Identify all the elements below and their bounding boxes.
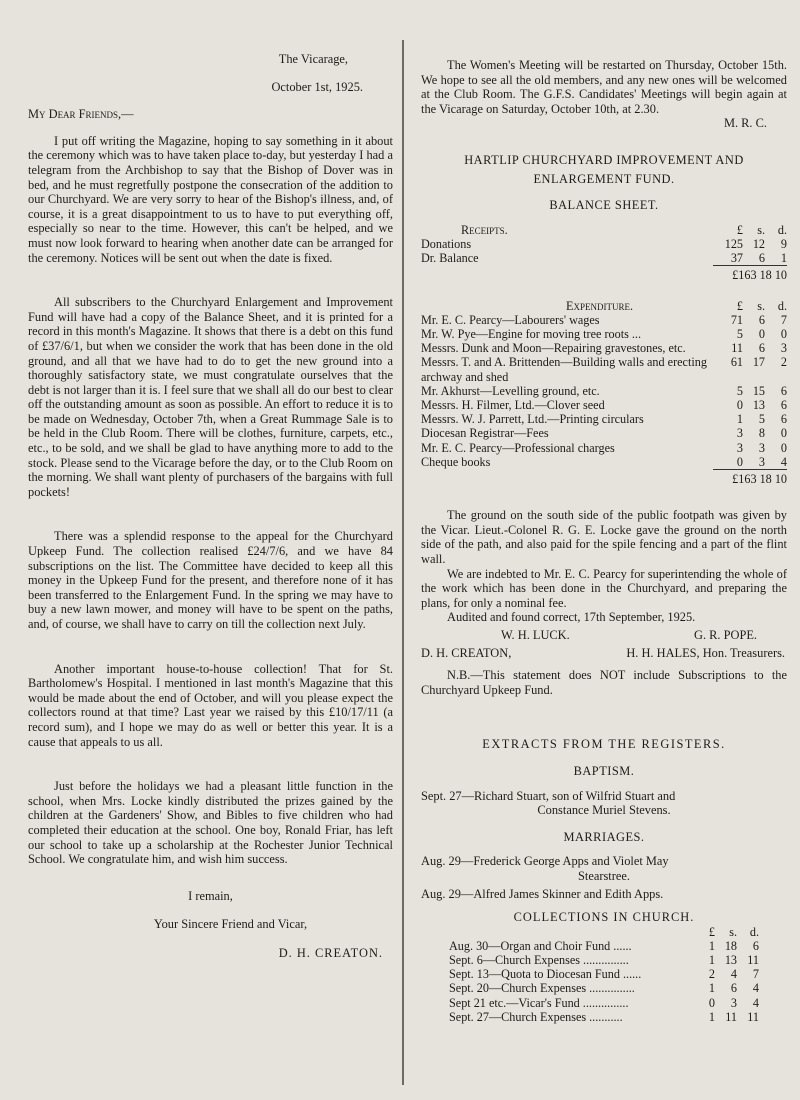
amount-pounds: 125	[724, 236, 743, 251]
col-shillings: s.	[757, 222, 765, 237]
salutation: My Dear Friends,—	[28, 107, 134, 122]
amount-pounds: 3	[736, 426, 743, 441]
baptism-title: BAPTISM.	[573, 763, 635, 778]
amount-pence: 4	[752, 995, 759, 1010]
collection-row	[449, 996, 759, 1010]
col-pence: d.	[777, 298, 787, 313]
collection-row	[449, 1010, 759, 1024]
item: Donations	[421, 236, 472, 251]
marriage-entry: Aug. 29—Frederick George Apps and Violet May	[421, 854, 669, 869]
amount-pence: 0	[780, 426, 787, 441]
auditor-pope: G. R. POPE.	[694, 627, 757, 642]
amount-pounds: 0	[736, 454, 743, 469]
col-pence: d.	[749, 924, 759, 939]
item: Sept. 20—Church Expenses ...............	[449, 981, 635, 996]
amount-pence: 11	[747, 953, 759, 968]
amount-shillings: 6	[758, 251, 765, 266]
amount-shillings: 13	[724, 953, 737, 968]
expenditure-row	[421, 455, 787, 470]
amount-shillings: 18	[724, 938, 737, 953]
amount-pounds: 5	[736, 326, 743, 341]
auditors	[421, 625, 787, 646]
col-shillings: s.	[757, 298, 765, 313]
amount-shillings: 13	[752, 397, 765, 412]
baptism-entry-cont: Constance Muriel Stevens.	[537, 803, 671, 818]
amount-pence: 7	[780, 312, 787, 327]
expenditure-row	[421, 341, 787, 355]
item: Messrs. W. J. Parrett, Ltd.—Printing circulars	[421, 412, 644, 427]
amount-shillings: 3	[758, 440, 765, 455]
amount-pence: 6	[752, 938, 759, 953]
paragraph-upkeep-fund: There was a splendid response to the appeal for the Churchyard Upkeep Fund. The collection realised £24/7/6, and we have 84 subscriptions on the list. The Committee have decided to keep all this money in the Upkeep Fund for the present, and therefore none of it has been transferred to the Enlargement Fund. In the spring we may have to buy a new lawn mower, and money will have to be spent on the paths, and, of course, we shall have to carry on till the collection next July.	[28, 529, 393, 631]
col-pounds: £	[708, 924, 715, 939]
letter-closing	[28, 889, 393, 961]
amount-pounds: 3	[736, 440, 743, 455]
audited-line: Audited and found correct, 17th September, 1925.	[447, 610, 696, 625]
item: Aug. 30—Organ and Choir Fund ......	[449, 938, 632, 953]
expenditure-row	[421, 355, 787, 383]
collections-table	[449, 925, 759, 1024]
amount-pounds: 61	[730, 355, 743, 370]
item: Diocesan Registrar—Fees	[421, 426, 549, 441]
expenditure-row	[421, 327, 787, 341]
expenditure-row	[421, 426, 787, 440]
item: Messrs. H. Filmer, Ltd.—Clover seed	[421, 397, 605, 412]
item: Messrs. T. and A. Brittenden—Building walls and erecting archway and shed	[421, 355, 707, 384]
womens-signature: M. R. C.	[723, 116, 767, 131]
amount-shillings: 6	[730, 981, 737, 996]
auditor-luck: W. H. LUCK.	[501, 627, 570, 642]
paragraph-womens-meeting: The Women's Meeting will be restarted on Thursday, October 15th. We hope to see all the old members, and any new ones will be welcomed at the Club Room. The G.F.S. Candidates' Meetings will begin again at the Vicarage on Saturday, October 10th, at 2.30.	[421, 58, 787, 116]
collections-title: COLLECTIONS IN CHURCH.	[513, 910, 695, 925]
paragraph-consecration: I put off writing the Magazine, hoping to say something in it about the ceremony which was to have taken place to-day, but yesterday I had a telegram from the Archbishop to say that the Bishop of Dover was in bed, and he must regretfully postpone the consecration of the addition to our Churchyard. We are very sorry to hear of the Bishop's illness, and, of course, it is a great disappointment to us to have to put everything off, especially so near to the time. However, this can't be helped, and we must now look forward to hearing when another date can be arranged for the ceremony. Notices will be sent out when the date is fixed.	[28, 133, 393, 265]
amount-pence: 6	[780, 383, 787, 398]
fund-title: HARTLIP CHURCHYARD IMPROVEMENT AND	[464, 152, 744, 167]
treasurer-creaton: D. H. CREATON,	[421, 645, 512, 660]
amount-pounds: 5	[736, 383, 743, 398]
closing-remain: I remain,	[188, 888, 233, 903]
expenditure-row	[421, 398, 787, 412]
receipts-total: £163 18 10	[732, 268, 787, 283]
amount-pence: 9	[780, 236, 787, 251]
item: Dr. Balance	[421, 251, 479, 266]
expenditure-row	[421, 412, 787, 426]
amount-shillings: 12	[752, 236, 765, 251]
amount-pence: 0	[780, 326, 787, 341]
amount-shillings: 4	[730, 967, 737, 982]
marriage-entry-cont: Stearstree.	[578, 868, 630, 883]
amount-pounds: 37	[730, 251, 743, 266]
amount-pounds: 2	[708, 967, 715, 982]
amount-pounds: 1	[736, 412, 743, 427]
amount-pence: 7	[752, 967, 759, 982]
amount-pence: 1	[780, 251, 787, 266]
amount-shillings: 17	[752, 355, 765, 370]
paragraph-school-prizes: Just before the holidays we had a pleasant little function in the school, when Mrs. Locke kindly distributed the prizes gained by the children at the Gardeners' Show, and Bibles to five children who had completed their education at the school. One boy, Ronald Friar, has left our school to take up a scholarship at the Rochester Junior Technical School. We congratulate him, and wish him success.	[28, 779, 393, 867]
amount-pounds: 0	[708, 995, 715, 1010]
item: Mr. Akhurst—Levelling ground, etc.	[421, 383, 600, 398]
right-column	[421, 52, 787, 1024]
signature: D. H. CREATON.	[278, 945, 383, 960]
item: Cheque books	[421, 454, 491, 469]
amount-pence: 2	[780, 355, 787, 370]
amount-pounds: 11	[731, 341, 743, 356]
item: Mr. E. C. Pearcy—Labourers' wages	[421, 312, 600, 327]
expenditure-table	[421, 299, 787, 487]
item: Sept. 13—Quota to Diocesan Fund ......	[449, 967, 642, 982]
paragraph-ground: The ground on the south side of the public footpath was given by the Vicar. Lieut.-Colonel R. G. E. Locke gave the ground on the north side of the path, and also paid for the spile fencing and a part of the flint wall.	[421, 508, 787, 566]
left-column	[28, 52, 393, 975]
amount-pounds: 1	[708, 953, 715, 968]
treasurers	[421, 646, 787, 661]
item: Sept. 27—Church Expenses ...........	[449, 1009, 623, 1024]
closing-friend: Your Sincere Friend and Vicar,	[153, 917, 308, 932]
paragraph-balance-sheet: All subscribers to the Churchyard Enlargement and Improvement Fund will have had a copy of the Balance Sheet, and it is printed for a record in this month's Magazine. It shows that there is a debt on this fund of £37/6/1, but when we consider the work that has been done in the old ground, and all that we have had to do to get the new ground into a thoroughly satisfactory state, we must congratulate ourselves that the debt is not larger than it is. I feel sure that we shall all do our best to clear off the outstanding amount as soon as possible. An effort to reduce it is to be made on Wednesday, October 7th, when a Great Rummage Sale is to be held in the Club Room. There will be clothes, furniture, carpets, etc., etc., to be sold, and we shall be glad to have anything more to add to the stock. Please send to the Vicarage before the day, or to the Club Room on the morning. We shall want plenty of purchasers of the bargains with full pockets!	[28, 295, 393, 499]
letter-date: October 1st, 1925.	[271, 79, 363, 94]
baptism-entry: Sept. 27—Richard Stuart, son of Wilfrid Stuart and	[421, 788, 676, 803]
amount-pence: 4	[780, 454, 787, 469]
amount-shillings: 15	[752, 383, 765, 398]
marriage-entry: Aug. 29—Alfred James Skinner and Edith Apps.	[421, 887, 664, 902]
paragraph-indebted: We are indebted to Mr. E. C. Pearcy for superintending the whole of the work which has been done in the Churchyard, and preparing the plans, for only a nominal fee.	[421, 566, 787, 610]
item: Mr. W. Pye—Engine for moving tree roots ...	[421, 326, 642, 341]
receipt-row	[421, 237, 787, 251]
expenditure-row	[421, 441, 787, 455]
collection-row	[449, 967, 759, 981]
amount-shillings: 5	[758, 412, 765, 427]
paragraph-hospital-collection: Another important house-to-house collection! That for St. Bartholomew's Hospital. I mentioned in last month's Magazine that this would be made about the end of October, and will you please expect the collectors round at that time? Last year we raised by this £10/17/11 (a record sum), and I hope we may do as well or better this year. It is a cause that appeals to us all.	[28, 661, 393, 749]
amount-pence: 11	[747, 1009, 759, 1024]
amount-pence: 4	[752, 981, 759, 996]
amount-shillings: 11	[725, 1009, 737, 1024]
extracts-title: EXTRACTS FROM THE REGISTERS.	[482, 737, 726, 752]
marriages-title: MARRIAGES.	[563, 829, 645, 844]
receipt-row	[421, 251, 787, 266]
amount-pence: 6	[780, 397, 787, 412]
col-pence: d.	[777, 222, 787, 237]
amount-pounds: 1	[708, 938, 715, 953]
expenditure-row	[421, 384, 787, 398]
paragraph-nb: N.B.—This statement does NOT include Subscriptions to the Churchyard Upkeep Fund.	[421, 668, 787, 697]
collection-row	[449, 981, 759, 995]
column-divider	[402, 40, 404, 1085]
amount-pounds: 71	[730, 312, 743, 327]
balance-sheet-title: BALANCE SHEET.	[549, 198, 659, 213]
amount-shillings: 3	[730, 995, 737, 1010]
treasurer-hales: H. H. HALES, Hon. Treasurers.	[626, 645, 785, 660]
collection-row	[449, 953, 759, 967]
amount-pounds: 0	[736, 397, 743, 412]
amount-shillings: 0	[758, 326, 765, 341]
item: Sept 21 etc.—Vicar's Fund ...............	[449, 995, 629, 1010]
item: Mr. E. C. Pearcy—Professional charges	[421, 440, 615, 455]
collection-row	[449, 939, 759, 953]
amount-pounds: 1	[708, 1009, 715, 1024]
amount-shillings: 3	[758, 454, 765, 469]
expenditure-heading: Expenditure.	[566, 298, 633, 313]
col-shillings: s.	[729, 924, 737, 939]
fund-title-2: ENLARGEMENT FUND.	[533, 171, 675, 186]
amount-shillings: 6	[758, 312, 765, 327]
col-pounds: £	[736, 222, 743, 237]
receipts-heading: Receipts.	[461, 222, 508, 237]
item: Messrs. Dunk and Moon—Repairing gravestones, etc.	[421, 341, 686, 356]
letter-address	[28, 52, 363, 94]
item: Sept. 6—Church Expenses ...............	[449, 953, 629, 968]
amount-pence: 3	[780, 341, 787, 356]
amount-pence: 6	[780, 412, 787, 427]
expenditure-row	[421, 313, 787, 327]
expenditure-total: £163 18 10	[732, 472, 787, 486]
amount-pounds: 1	[708, 981, 715, 996]
amount-pence: 0	[780, 440, 787, 455]
amount-shillings: 6	[758, 341, 765, 356]
col-pounds: £	[736, 298, 743, 313]
receipts-table	[421, 223, 787, 283]
amount-shillings: 8	[758, 426, 765, 441]
address-line: The Vicarage,	[278, 52, 348, 66]
